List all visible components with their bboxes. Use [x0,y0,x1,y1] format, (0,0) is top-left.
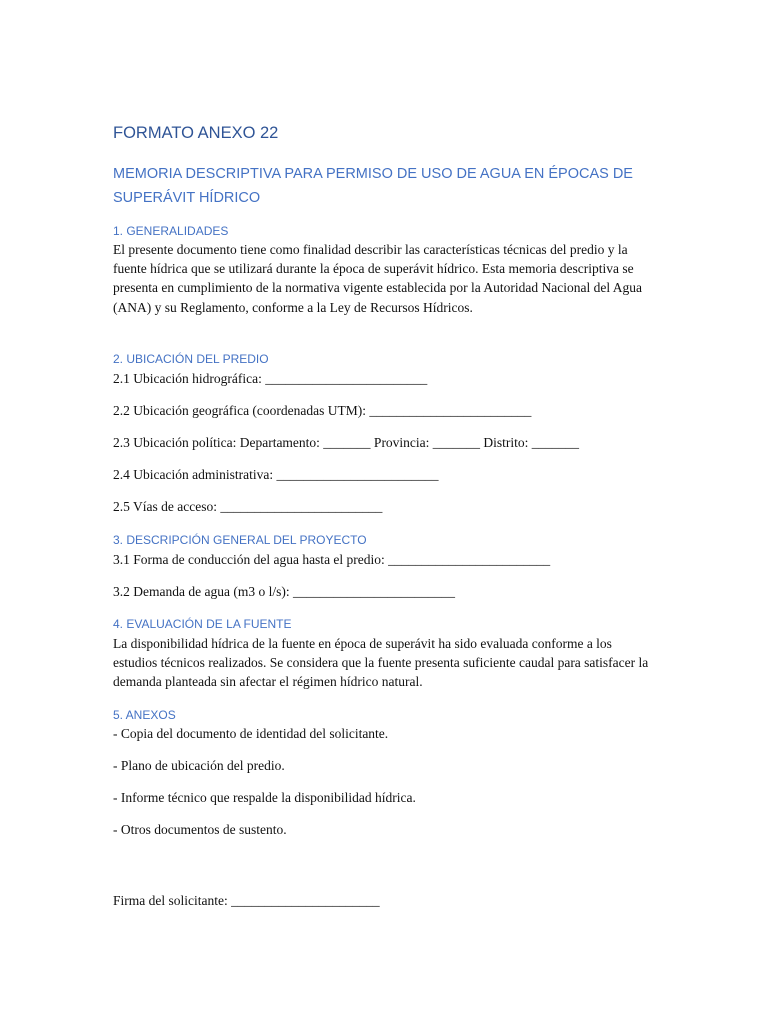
ubicacion-item-vias: 2.5 Vías de acceso: ________________________ [113,499,383,514]
anexo-item-otros: - Otros documentos de sustento. [113,822,287,837]
section-heading-evaluacion: 4. EVALUACIÓN DE LA FUENTE [113,617,292,631]
section-heading-ubicacion: 2. UBICACIÓN DEL PREDIO [113,352,269,366]
document-subtitle: MEMORIA DESCRIPTIVA PARA PERMISO DE USO DE AGUA EN ÉPOCAS DE SUPERÁVIT HÍDRICO [113,166,633,206]
ubicacion-item-administrativa: 2.4 Ubicación administrativa: ________________________ [113,467,439,482]
ubicacion-item-hidrografica: 2.1 Ubicación hidrográfica: ________________________ [113,371,428,386]
ubicacion-item-politica: 2.3 Ubicación política: Departamento: _______ Provincia: _______ Distrito: _______ [113,435,580,450]
anexo-item-identidad: - Copia del documento de identidad del solicitante. [113,726,389,741]
proyecto-item-demanda: 3.2 Demanda de agua (m3 o l/s): ________________________ [113,584,455,599]
evaluacion-paragraph: La disponibilidad hídrica de la fuente en época de superávit ha sido evaluada conforme a los estudios técnicos realizados. Se considera que la fuente presenta suficiente caudal para satisfacer la demanda planteada sin afectar el régimen hídrico natural. [113,636,649,690]
anexo-item-plano: - Plano de ubicación del predio. [113,758,285,773]
ubicacion-item-geografica: 2.2 Ubicación geográfica (coordenadas UTM): ________________________ [113,403,532,418]
section-heading-anexos: 5. ANEXOS [113,708,176,722]
proyecto-item-conduccion: 3.1 Forma de conducción del agua hasta el predio: ________________________ [113,552,551,567]
anexo-item-informe: - Informe técnico que respalde la disponibilidad hídrica. [113,790,416,805]
section-heading-generalidades: 1. GENERALIDADES [113,224,229,238]
section-heading-proyecto: 3. DESCRIPCIÓN GENERAL DEL PROYECTO [113,533,367,547]
document-title: FORMATO ANEXO 22 [113,124,279,142]
signature-line: Firma del solicitante: ______________________ [113,893,380,908]
generalidades-paragraph: El presente documento tiene como finalidad describir las características técnicas del predio y la fuente hídrica que se utilizará durante la época de superávit hídrico. Esta memoria descriptiva se presenta en cumplimiento de la normativa vigente establecida por la Autoridad Nacional del Agua (ANA) y su Reglamento, conforme a la Ley de Recursos Hídricos. [113,242,642,315]
